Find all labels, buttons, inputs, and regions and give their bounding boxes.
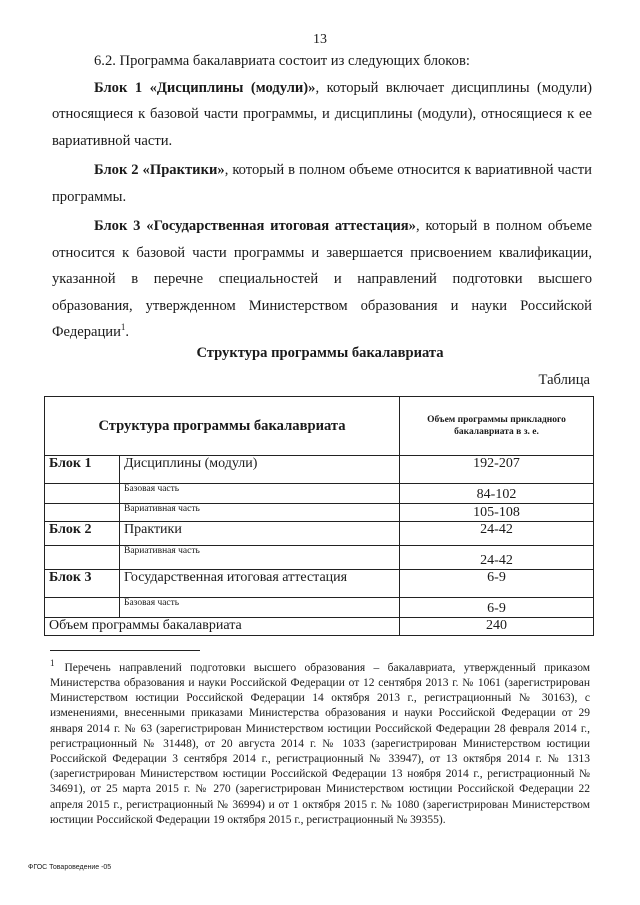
header-volume: Объем программы прикладного бакалавриата в з. е. (400, 397, 594, 456)
name-cell: Государственная итоговая аттестация (120, 570, 400, 598)
footnote-mark: 1 (50, 658, 55, 668)
block-cell (45, 504, 120, 522)
name-cell: Практики (120, 522, 400, 546)
value-cell: 192-207 (400, 456, 594, 484)
table-row (45, 522, 594, 546)
value-cell: 24-42 (400, 546, 594, 570)
sub-name-cell: Базовая часть (120, 484, 400, 504)
block3-title: Блок 3 «Государственная итоговая аттестация» (94, 218, 416, 234)
value-cell: 6-9 (400, 570, 594, 598)
block2-paragraph (52, 157, 592, 210)
block3-text: , который в полном объеме относится к базовой части программы и завершается присвоением квалификации, указанной в перечне специальностей и направлений подготовки высшего образования, утвержденном Министерством образования и науки Российской Федерации (52, 218, 592, 340)
body-text (52, 48, 592, 346)
footnote-ref[interactable]: 1 (120, 322, 126, 333)
table-row (45, 456, 594, 484)
table-row (45, 598, 594, 618)
block1-title: Блок 1 «Дисциплины (модули)» (94, 79, 316, 96)
footnote (50, 656, 590, 828)
sub-name-cell: Вариативная часть (120, 504, 400, 522)
value-cell: 6-9 (400, 598, 594, 618)
table-row (45, 570, 594, 598)
total-value: 240 (400, 618, 594, 636)
block1-paragraph (52, 75, 592, 155)
table-header-row (45, 397, 594, 456)
block-cell: Блок 1 (45, 456, 120, 484)
value-cell: 84-102 (400, 484, 594, 504)
table-label: Таблица (538, 372, 590, 388)
block3-end: . (125, 324, 130, 340)
block2-text: , который в полном объеме относится к вариативной части программы. (52, 162, 592, 205)
intro-paragraph: 6.2. Программа бакалавриата состоит из следующих блоков: (94, 53, 470, 69)
block2-title: Блок 2 «Практики» (94, 162, 225, 178)
table-row (45, 504, 594, 522)
sub-name-cell: Вариативная часть (120, 546, 400, 570)
table-row (45, 484, 594, 504)
header-structure: Структура программы бакалавриата (45, 397, 400, 456)
sub-name-cell: Базовая часть (120, 598, 400, 618)
document-footer: ФГОС Товароведение -05 (28, 864, 112, 871)
block-cell (45, 546, 120, 570)
block3-paragraph (52, 213, 592, 346)
name-cell: Дисциплины (модули) (120, 456, 400, 484)
block1-text: , который включает дисциплины (модули) относящиеся к базовой части программы, и дисциплины (модули), относящиеся к ее вариативной части. (52, 79, 592, 149)
footnote-text: Перечень направлений подготовки высшего образования – бакалавриата, утвержденный приказом Министерства образования и науки Российской Федерации от 12 сентября 2013 г. № 1061 (зарегистрирован Министерством юстиции Российской Федерации 14 октября 2013 г., регистрационный № 30163), с изменениями, внесенными приказами Министерства образования и науки Российской Федерации от 29 января 2014 г. № 63 (зарегистрирован Министерством юстиции Российской Федерации 28 февраля 2014 г., регистрационный № 31448), от 20 августа 2014 г. № 1033 (зарегистрирован Министерством юстиции Российской Федерации 3 сентября 2014 г., регистрационный № 33947), от 13 октября 2014 г. № 1313 (зарегистрирован Министерством юстиции Российской Федерации 13 ноября 2014 г., регистрационный № 34691), от 25 марта 2015 г. № 270 (зарегистрирован Министерством юстиции Российской Федерации 22 апреля 2015 г., регистрационный № 36994) и от 1 октября 2015 г. № 1080 (зарегистрирован Министерством юстиции Российской Федерации 19 октября 2015 г., регистрационный № 39355). (50, 661, 590, 826)
table-total-row (45, 618, 594, 636)
footnote-divider (50, 650, 200, 651)
value-cell: 105-108 (400, 504, 594, 522)
value-cell: 24-42 (400, 522, 594, 546)
table-title: Структура программы бакалавриата (196, 345, 444, 361)
block-cell: Блок 2 (45, 522, 120, 546)
total-label: Объем программы бакалавриата (45, 618, 400, 636)
structure-table (44, 396, 594, 636)
block-cell (45, 598, 120, 618)
page-number: 13 (313, 32, 327, 47)
block-cell: Блок 3 (45, 570, 120, 598)
block-cell (45, 484, 120, 504)
table-row (45, 546, 594, 570)
